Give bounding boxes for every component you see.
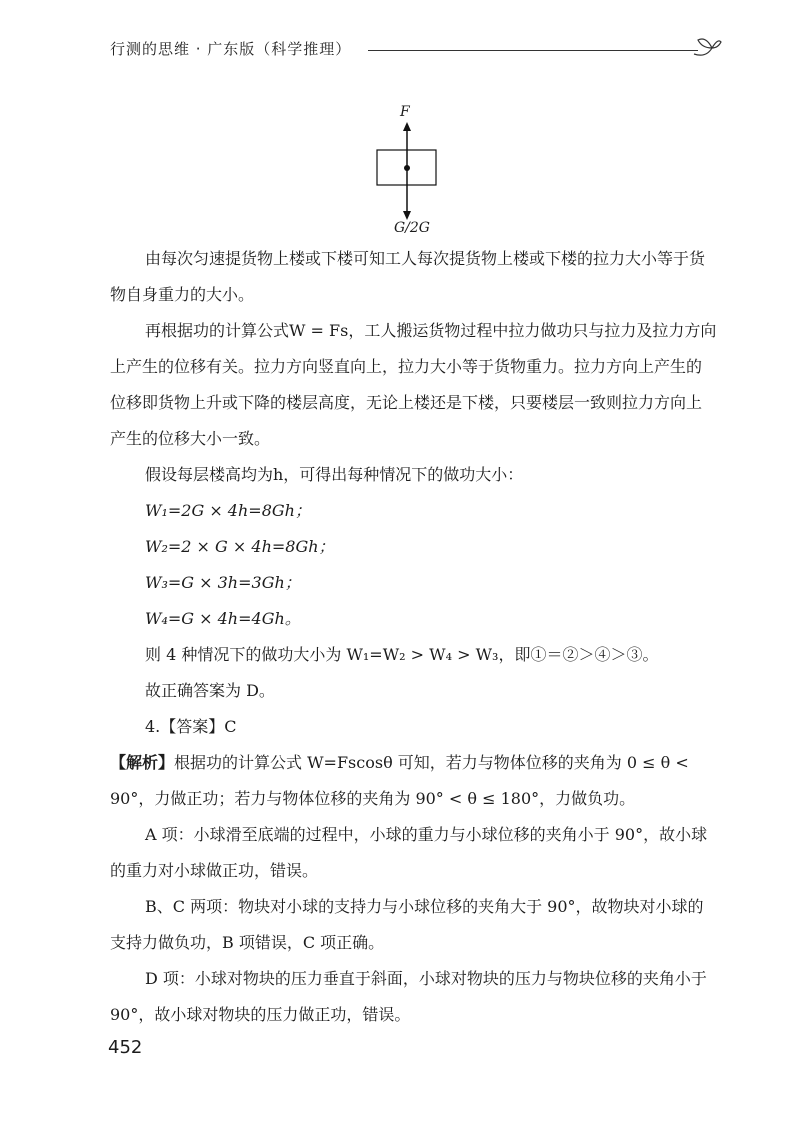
answer-heading: 4.【答案】C xyxy=(145,717,237,736)
text-line: 的重力对小球做正功，错误。 xyxy=(110,861,319,880)
text-line: 产生的位移大小一致。 xyxy=(110,429,271,448)
header-rule xyxy=(368,50,698,51)
text-line: A 项：小球滑至底端的过程中，小球的重力与小球位移的夹角小于 90°，故小球 xyxy=(145,825,708,844)
analysis-text: 根据功的计算公式 W=Fscosθ 可知，若力与物体位移的夹角为 0 ≤ θ < xyxy=(174,753,689,772)
arrowhead-down xyxy=(403,211,411,220)
equation-w1: W₁=2G × 4h=8Gh； xyxy=(145,501,311,520)
text-line: D 项：小球对物块的压力垂直于斜面，小球对物块的压力与物块位移的夹角小于 xyxy=(145,969,707,988)
text-line: B、C 两项：物块对小球的支持力与小球位移的夹角大于 90°，故物块对小球的 xyxy=(145,897,704,916)
text-line: 故正确答案为 D。 xyxy=(145,681,275,700)
text-line: 假设每层楼高均为h，可得出每种情况下的做功大小： xyxy=(145,465,524,484)
header-title: 行测的思维 · 广东版（科学推理） xyxy=(110,40,352,58)
text-line: 则 4 种情况下的做功大小为 W₁=W₂ > W₄ > W₃，即①＝②＞④＞③。 xyxy=(145,645,659,664)
text-line: 支持力做负功，B 项错误，C 项正确。 xyxy=(110,933,385,952)
analysis-label: 【解析】 xyxy=(110,753,175,772)
force-label-F: F xyxy=(400,104,410,120)
arrowhead-up xyxy=(403,122,411,131)
text-line: 物自身重力的大小。 xyxy=(110,285,255,304)
page-number: 452 xyxy=(108,1037,143,1058)
running-header xyxy=(110,34,720,62)
force-diagram xyxy=(360,100,450,240)
force-label-G: G/2G xyxy=(394,220,430,236)
analysis-line xyxy=(110,752,689,774)
equation-w4: W₄=G × 4h=4Gh。 xyxy=(145,609,301,628)
text-line: 上产生的位移有关。拉力方向竖直向上，拉力大小等于货物重力。拉力方向上产生的 xyxy=(110,357,703,376)
text-line: 再根据功的计算公式W = Fs，工人搬运货物过程中拉力做功只与拉力及拉力方向 xyxy=(145,321,717,340)
sprout-icon xyxy=(690,34,722,60)
text-line: 由每次匀速提货物上楼或下楼可知工人每次提货物上楼或下楼的拉力大小等于货 xyxy=(145,249,706,268)
text-line: 90°，故小球对物块的压力做正功，错误。 xyxy=(110,1005,411,1024)
text-line: 位移即货物上升或下降的楼层高度，无论上楼还是下楼，只要楼层一致则拉力方向上 xyxy=(110,393,703,412)
text-line: 90°，力做正功；若力与物体位移的夹角为 90° < θ ≤ 180°，力做负功。 xyxy=(110,789,636,808)
equation-w2: W₂=2 × G × 4h=8Gh； xyxy=(145,537,335,556)
equation-w3: W₃=G × 3h=3Gh； xyxy=(145,573,301,592)
